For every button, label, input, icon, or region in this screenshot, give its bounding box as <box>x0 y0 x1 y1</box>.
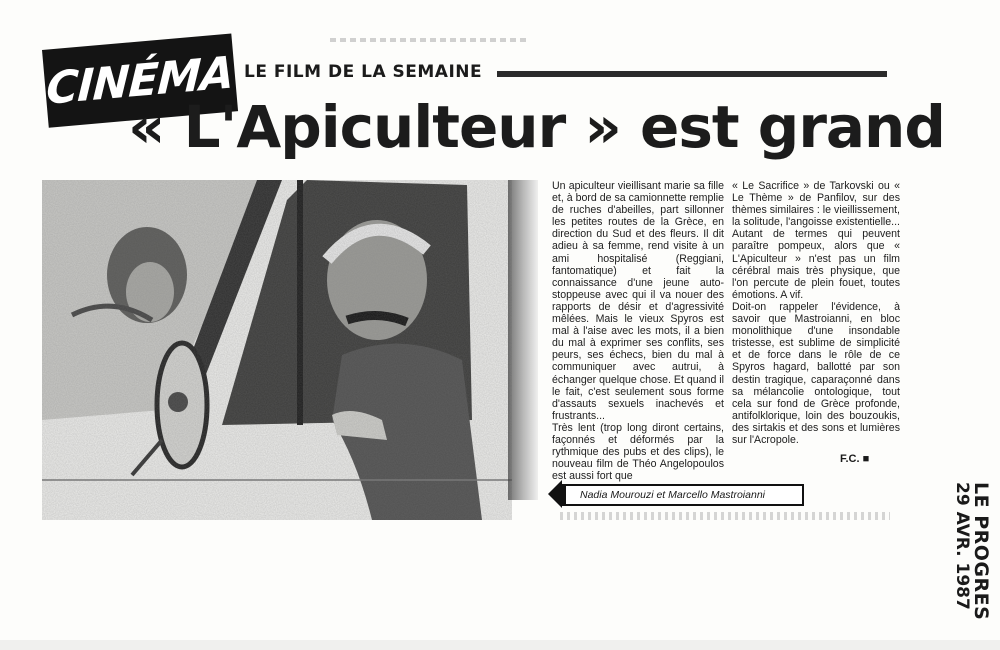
publication-date: 29 AVR. 1987 <box>952 482 972 610</box>
header-rule <box>497 71 887 77</box>
publication-name: LE PROGRES <box>970 482 992 621</box>
author-signature: F.C. ■ <box>840 453 870 465</box>
section-kicker: LE FILM DE LA SEMAINE <box>244 62 483 82</box>
bleed-through-noise <box>560 512 890 520</box>
page-edge <box>0 640 1000 650</box>
film-still-photo <box>42 180 512 520</box>
bleed-through-noise <box>330 38 530 42</box>
photo-edge-strip <box>508 180 538 500</box>
article-column-2 <box>732 180 900 446</box>
paragraph: Un apiculteur vieillisant marie sa fille et, à bord de sa camionnette remplie de ruches d'abeilles, part sillonner les petites routes de la Grèce, en direction du Sud et des fleurs. Il dit adieu à sa femme, rend visite à un ami hospitalisé (Reggiani, fantomatique) et fait la connaissance d'une jeune auto-stoppeuse avec qui il va nouer des rapports de désir et d'agressivité mêlées. Mais le vieux Spyros est mal à l'aise avec les mots, il a bien du mal à exprimer ses conflits, ses peurs, ses échecs, bien du mal à communiquer avec autrui, à échanger quelque chose. Et quand il le fait, c'est seulement sous forme d'assauts sexuels inachevés et frustrants... <box>552 180 724 422</box>
article-headline: « L'Apiculteur » est grand <box>128 93 945 161</box>
paragraph: Doit-on rappeler l'évidence, à savoir que Mastroianni, en bloc monolithique d'une insondable tristesse, est sublime de simplicité et de force dans le rôle de ce Spyros hagard, ballotté par son destin tragique, caparaçonné dans sa mélancolie ontologique, tout cela sur fond de Grèce profonde, antifolklorique, loin des bouzoukis, des sirtakis et des sons et lumières sur l'Acropole. <box>732 300 900 446</box>
photo-illustration <box>42 180 512 520</box>
article-column-1 <box>552 180 724 482</box>
paragraph: Très lent (trop long diront certains, façonnés et déformés par la rythmique des pubs et des clips), le nouveau film de Théo Angelopoulos est aussi fort que <box>552 421 724 483</box>
paragraph: « Le Sacrifice » de Tarkovski ou « Le Thème » de Panfilov, sur des thèmes similaires : le vieillissement, la solitude, l'angoisse existentielle... Autant de termes qui peuvent paraître pompeux, alors que « L'Apiculteur » n'est pas un film cérébral mais très physique, que l'on percute de plein fouet, toutes émotions. A vif. <box>732 180 900 301</box>
caption-text: Nadia Mourouzi et Marcello Mastroianni <box>560 484 804 506</box>
source-stamp <box>930 480 1000 640</box>
section-badge-label: CINÉMA <box>45 46 235 115</box>
